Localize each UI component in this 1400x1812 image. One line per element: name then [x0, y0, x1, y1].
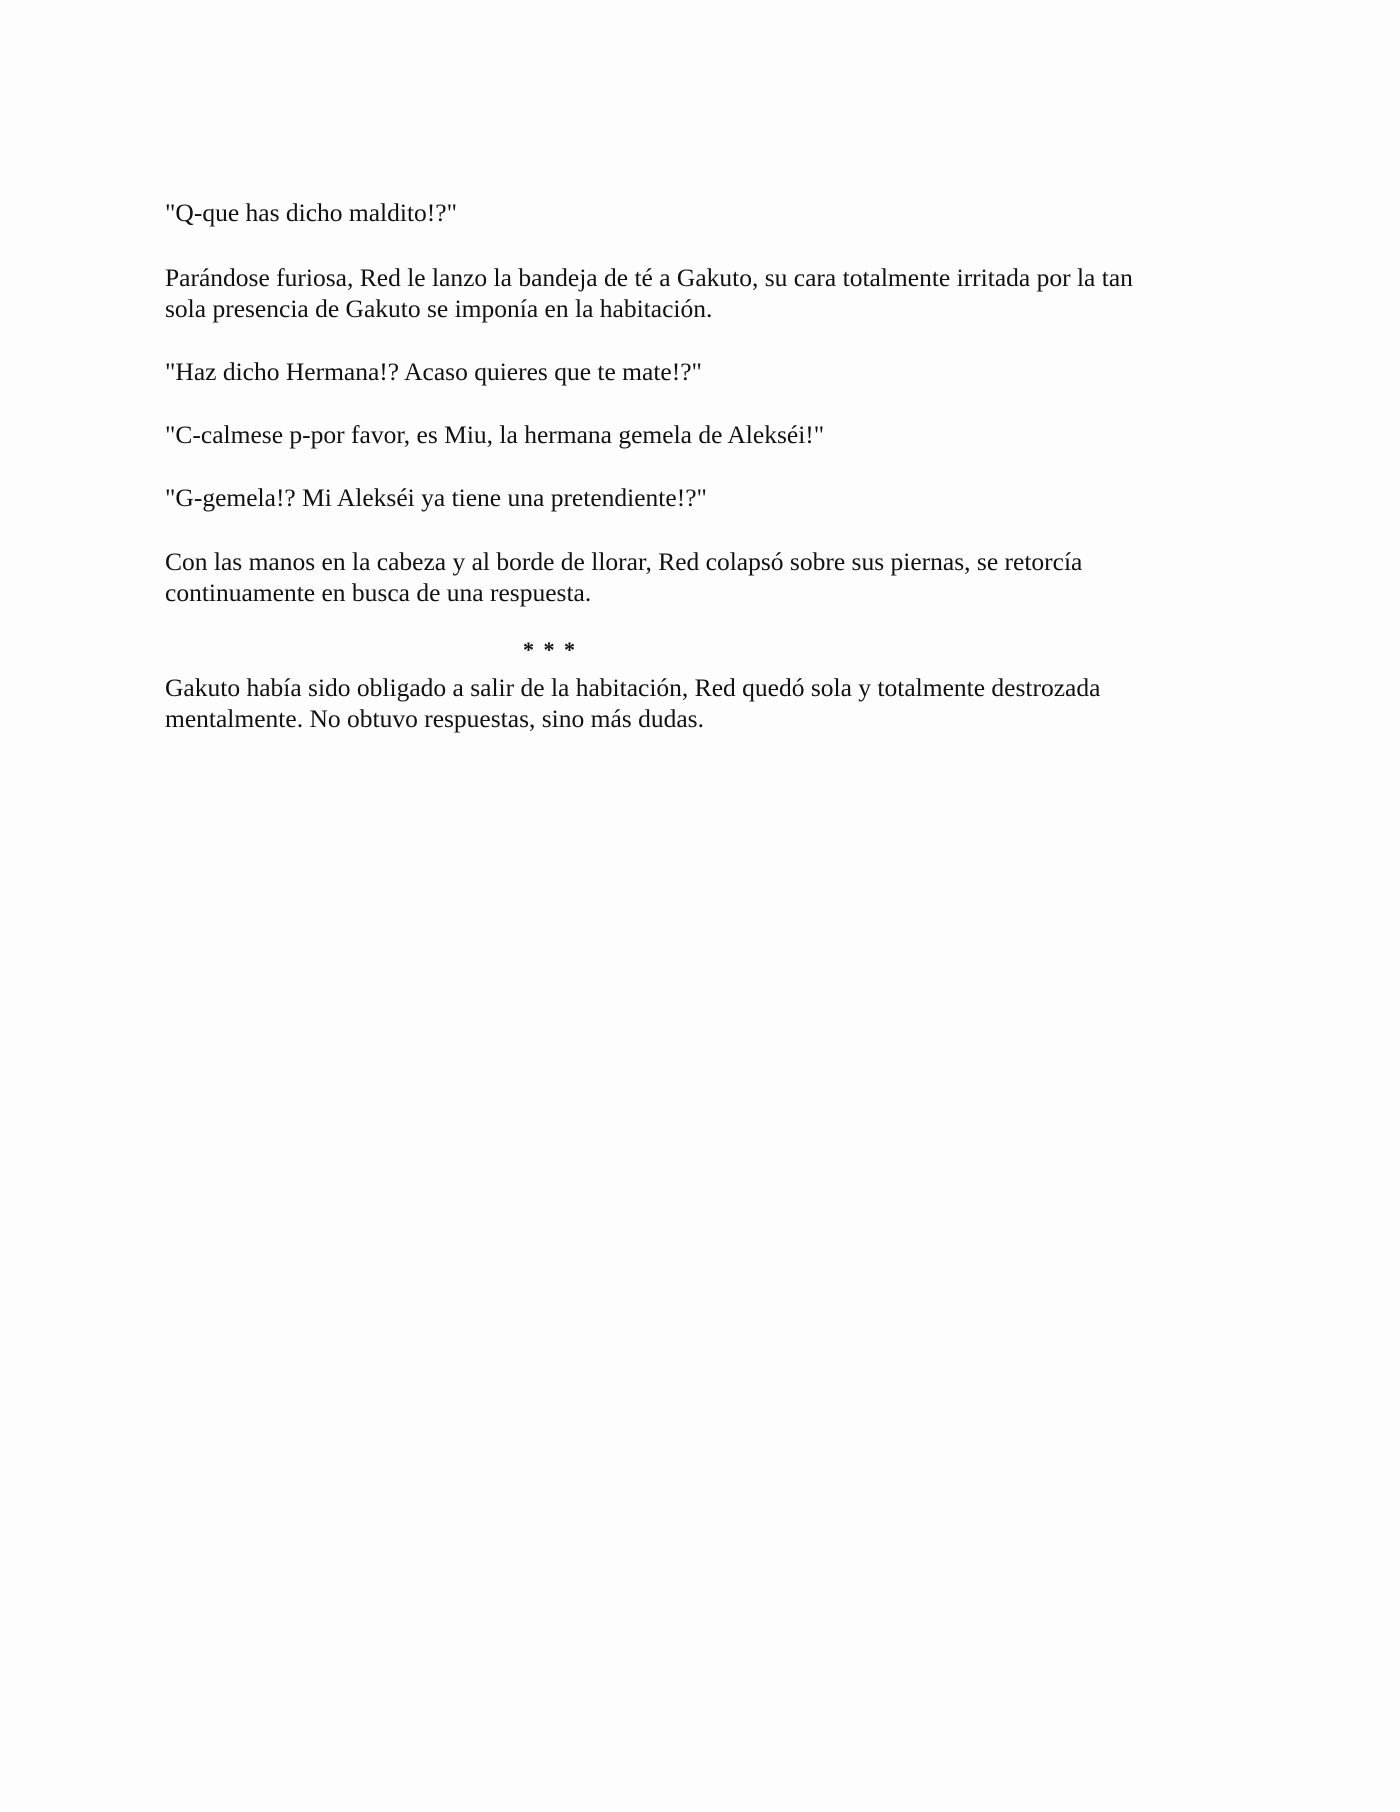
paragraph-3: [165, 356, 1245, 387]
paragraph-line: "Q-que has dicho maldito!?": [165, 198, 458, 227]
paragraph-line: "G-gemela!? Mi Alekséi ya tiene una pretendiente!?": [165, 483, 707, 512]
paragraph-1: [165, 197, 1245, 228]
paragraph-line: Con las manos en la cabeza y al borde de llorar, Red colapsó sobre sus piernas, se retorcía: [165, 547, 1083, 576]
paragraph-5: [165, 482, 1245, 513]
paragraph-line: sola presencia de Gakuto se imponía en la habitación.: [165, 294, 713, 323]
paragraph-line: "C-calmese p-por favor, es Miu, la hermana gemela de Alekséi!": [165, 420, 825, 449]
paragraph-line: continuamente en busca de una respuesta.: [165, 578, 592, 607]
paragraph-line: Gakuto había sido obligado a salir de la habitación, Red quedó sola y totalmente destrozada: [165, 673, 1101, 702]
paragraph-4: [165, 419, 1245, 450]
paragraph-7: [165, 672, 1245, 734]
scene-break: * * *: [523, 637, 577, 662]
paragraph-line: "Haz dicho Hermana!? Acaso quieres que te mate!?": [165, 357, 702, 386]
paragraph-2: [165, 262, 1245, 324]
paragraph-6: [165, 546, 1245, 608]
paragraph-line: Parándose furiosa, Red le lanzo la bandeja de té a Gakuto, su cara totalmente irritada por la tan: [165, 263, 1133, 292]
paragraph-line: mentalmente. No obtuvo respuestas, sino más dudas.: [165, 704, 704, 733]
